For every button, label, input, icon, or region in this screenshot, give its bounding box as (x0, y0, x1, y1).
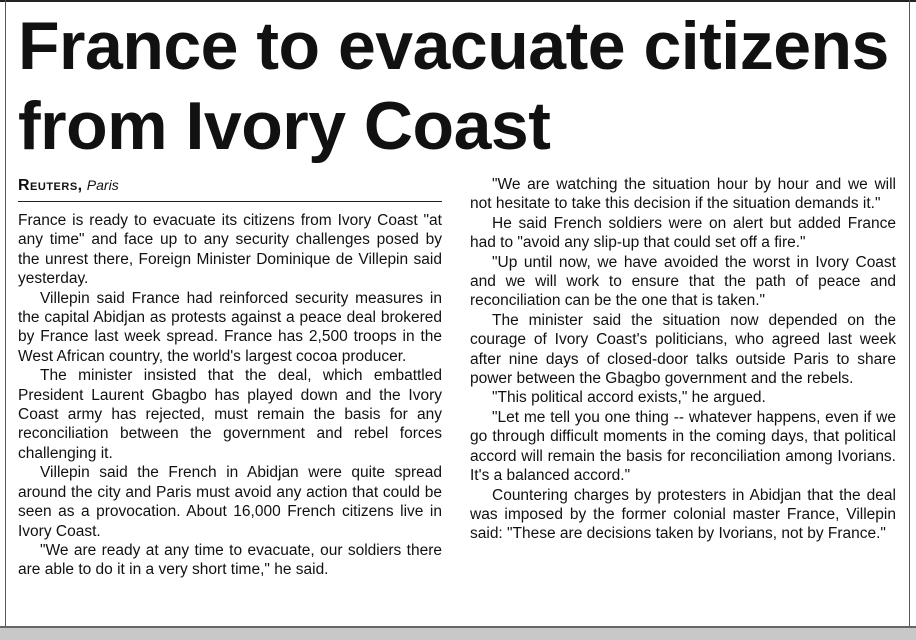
paragraph: Villepin said France had reinforced security measures in the capital Abidjan as protests against a peace deal brokered by France last week spread. France has 2,500 troops in the West African country, the world's largest cocoa producer. (18, 289, 442, 365)
left-column (18, 211, 442, 580)
paragraph: France is ready to evacuate its citizens from Ivory Coast "at any time" and face up to any security challenges posed by the unrest there, Foreign Minister Dominique de Villepin said yesterday. (18, 212, 442, 288)
left-border (5, 0, 6, 632)
paragraph: "We are ready at any time to evacuate, our soldiers there are able to do it in a very short time," he said. (18, 541, 442, 579)
paragraph: The minister said the situation now depended on the courage of Ivory Coast's politicians, who agreed last week after nine days of closed-door talks outside Paris to share power between the Gbagbo government and the rebels. (470, 311, 896, 388)
paragraph: Countering charges by protesters in Abidjan that the deal was imposed by the former colonial master France, Villepin said: "These are decisions taken by Ivorians, not by France." (470, 486, 896, 543)
right-column (470, 175, 896, 544)
byline (18, 175, 442, 196)
headline-line-2: from Ivory Coast (18, 88, 551, 164)
headline-line-1: France to evacuate citizens (18, 8, 889, 84)
paragraph: Villepin said the French in Abidjan were quite spread around the city and Paris must avoid any action that could be seen as a provocation. About 16,000 French citizens live in Ivory Coast. (18, 464, 442, 540)
paragraph: "Up until now, we have avoided the worst in Ivory Coast and we will work to ensure that the path of peace and reconciliation can be the one that is taken." (470, 253, 896, 310)
paragraph: The minister insisted that the deal, which embattled President Laurent Gbagbo has played down and the Ivory Coast army has rejected, must remain the basis for any reconciliation between the government and rebel forces challenging it. (18, 367, 442, 462)
paragraph: "Let me tell you one thing -- whatever happens, even if we go through difficult moments in the coming days, that political accord will remain the basis for reconciliation among Ivorians. It's a balanced accord." (470, 408, 896, 485)
paragraph: He said French soldiers were on alert but added France had to "avoid any slip-up that could set off a fire." (470, 214, 896, 252)
right-border (909, 0, 910, 632)
byline-rule (18, 201, 442, 202)
paragraph: "This political accord exists," he argued. (492, 389, 766, 407)
paragraph: "We are watching the situation hour by hour and we will not hesitate to take this decision if the situation demands it." (470, 176, 896, 213)
byline-agency: Reuters, (18, 177, 83, 194)
headline (18, 6, 898, 166)
byline-city: Paris (86, 177, 119, 193)
